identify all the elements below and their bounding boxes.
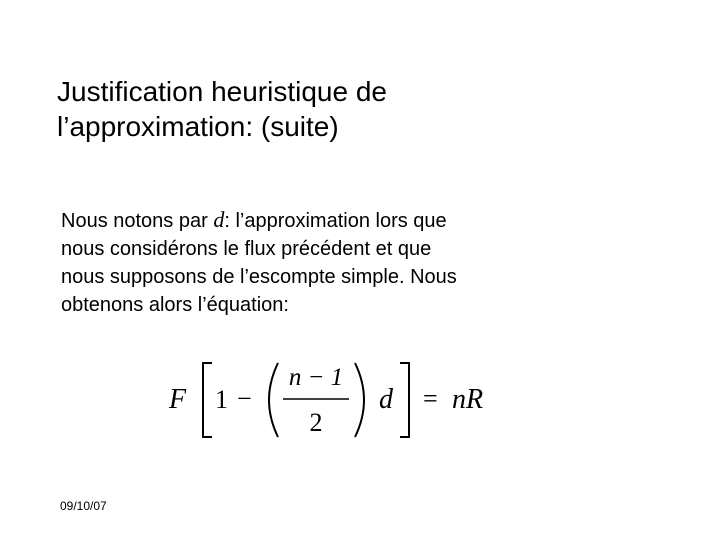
body-line-1-end: : l’approximation lors que	[224, 210, 447, 232]
variable-d: d	[213, 207, 225, 232]
equation-minus: −	[237, 384, 252, 413]
footer-date: 09/10/07	[60, 499, 107, 513]
body-line-1-start: Nous notons par	[61, 210, 214, 232]
title-line-1: Justification heuristique de	[57, 76, 387, 107]
body-line-1	[61, 206, 621, 235]
equation-numerator: n − 1	[288, 364, 344, 391]
equation	[165, 355, 505, 445]
title-line-2: l’approximation: (suite)	[57, 111, 339, 142]
equation-one: 1	[215, 385, 228, 414]
equation-d: d	[379, 384, 393, 415]
right-parenthesis	[355, 363, 364, 437]
slide-title	[57, 74, 657, 144]
left-square-bracket	[203, 363, 212, 437]
equation-graphic	[165, 355, 505, 445]
body-line-3: nous supposons de l’escompte simple. Nous	[61, 266, 457, 288]
body-text	[61, 206, 621, 319]
equation-rhs: nR	[452, 384, 484, 415]
equation-denominator: 2	[309, 408, 323, 437]
equation-equals: =	[423, 384, 438, 413]
equation-F: F	[169, 384, 187, 415]
right-square-bracket	[400, 363, 409, 437]
left-parenthesis	[269, 363, 278, 437]
body-line-4: obtenons alors l’équation:	[61, 294, 289, 316]
body-line-2: nous considérons le flux précédent et que	[61, 238, 432, 260]
